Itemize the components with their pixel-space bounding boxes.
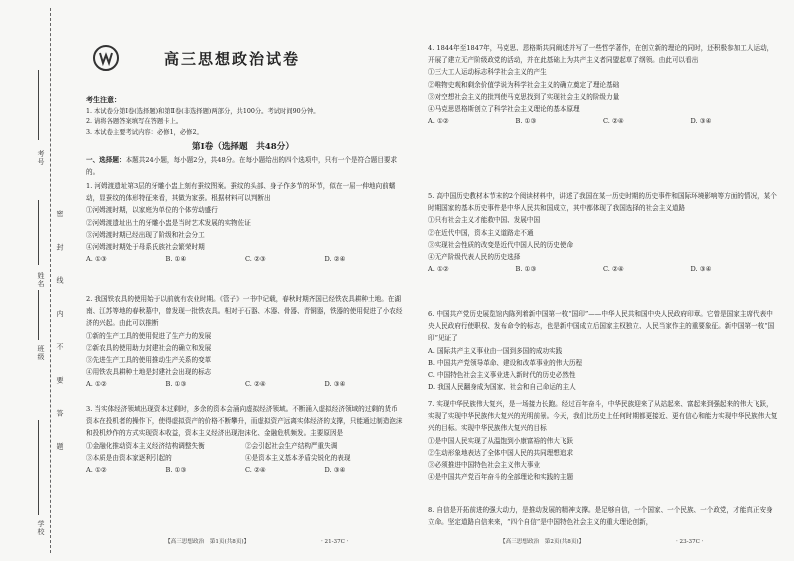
statement-option: ④用铁农具耕种土地是封建社会出现的标志: [86, 368, 212, 377]
intro-text: 本题共24小题，每小题2分，共48分。在每小题给出的四个选项中，只有一个是符合题目要求的。: [86, 156, 398, 176]
question-stem: 3. 当实体经济领域出现资本过剩时，多余的资本会涌向虚拟经济领域。不断涌入虚拟经济领域的过剩的货币资本在投机者的操作下，使得虚拟资产的价格不断攀升，而虚拟资产远离实体经济的支撑，只能通过制造泡沫和投机炒作的方式实现资本收益，资本主义经济出现泡沫化、金融危机频发。主要原因是: [86, 405, 403, 438]
notice-heading: 考生注意：: [86, 95, 121, 104]
choice-b[interactable]: B. ①③: [515, 117, 537, 126]
footer-page-label: 【高三思想政治 第2页(共8页)】: [500, 539, 585, 545]
choice-b[interactable]: B. ①③: [165, 466, 187, 475]
question-8: [428, 504, 778, 532]
answer-choices: [86, 464, 404, 476]
choice-b[interactable]: B. 中国共产党领导革命、建设和改革事业的伟大历程: [428, 358, 583, 367]
choice-a[interactable]: A. ①②: [428, 265, 449, 274]
footer-code: · 23-37C ·: [675, 539, 704, 545]
choice-d[interactable]: D. ③④: [690, 265, 712, 274]
question-stem: 1. 河姆渡遗址第3层的牙雕小盅上刻有蚕纹图案。蚕纹的头部、身子作多节的环节，似在一屈一伸地向前蠕动，显蚕纹的体形特征来看，其做为家蚕。根据材料可以判断出: [86, 182, 396, 203]
choice-d[interactable]: D. 我国人民翻身成为国家、社会和自己命运的主人: [428, 383, 576, 392]
choice-c[interactable]: C. ②④: [245, 380, 266, 389]
question-3: [86, 403, 404, 476]
statement-option: ③对空想社会主义的批判使马克思找到了实现社会主义的阶级力量: [428, 92, 620, 101]
statement-option: ④无产阶级代表人民的历史选择: [428, 253, 521, 262]
question-5: [428, 190, 778, 275]
question-7: [428, 398, 778, 483]
statement-option: ④是资本主义基本矛盾尖锐化的表现: [245, 453, 351, 462]
question-stem: 8. 自信是开拓前进的强大动力，是推动发展的精神支撑。是足够自信，一个国家、一个民族、一个政党，才能真正安身立命。坚定道路自信来来，“四个自信”是中国特色社会主义的重大理论创新，: [428, 506, 773, 527]
statement-option: ②会引起社会生产结构严重失调: [245, 441, 338, 450]
choice-a[interactable]: A. ①③: [86, 255, 107, 264]
choice-d[interactable]: D. ③④: [324, 380, 346, 389]
statement-option: ①三大工人运动标志科学社会主义的产生: [428, 68, 547, 77]
section-title: 第Ⅰ卷（选择题 共48分）: [192, 142, 294, 152]
statement-option: ①河姆渡时期，以家庭为单位的个体劳动盛行: [86, 206, 218, 215]
notice-item: 2. 请将各题答案填写在答题卡上。: [86, 118, 183, 125]
question-stem: 7. 实现中华民族伟大复兴，是一场接力长跑。经过百年奋斗，中华民族迎来了从站起来、富起来到强起来的伟大飞跃，实现了实现中华民族伟大复兴的光明前景。今天，我们比历史上任何时期都更接近、更有信心和能力实现中华民族伟大复兴的目标。实现中华民族伟大复兴的目标: [428, 400, 778, 433]
statement-grid: [86, 440, 404, 464]
choice-c[interactable]: C. ②④: [603, 117, 624, 126]
page-title: 高三思想政治试卷: [164, 50, 301, 68]
choice-b[interactable]: B. ①④: [165, 255, 187, 264]
question-stem: 6. 中国共产党历史展览馆内陈列着新中国第一枚“国印”——中华人民共和国中央人民政府印章。它曾是国家主席代表中央人民政府行使职权、发布命令的标志，也是新中国成立后国家主权独立、人民当家作主的重要象征。新中国第一枚“国印”见证了: [428, 310, 775, 343]
footer-code: · 21-37C ·: [320, 539, 349, 545]
statement-option: ③河姆渡时期已经出现了阶级和社会分工: [86, 230, 205, 239]
question-stem: 4. 1844年至1847年，马克思、恩格斯共同阐述并写了一些哲学著作，在创立新的理论的同时，还积极参加工人运动，开展了建立无产阶级政党的活动，并在此基础上为共产主义者同盟起草了纲领。由此可以看出: [428, 44, 774, 65]
statement-option: ③必须推进中国特色社会主义伟大事业: [428, 461, 541, 470]
statement-option: ④是中国共产党百年奋斗的全部理论和实践的主题: [428, 473, 574, 482]
question-stem: 5. 高中国历史教材本节末的2个阅读材料中，讲述了我国在某一历史时期的历史事件和国际环境影响等方面的情况，某个时期国家的基本历史事件是中华人民共和国成立，其中都体现了我国选择的社会主义道路: [428, 192, 777, 213]
statement-option: ①金融化推动资本主义经济结构调整失衡: [86, 441, 205, 450]
question-4: [428, 42, 778, 127]
binding-dashed-line: [50, 8, 51, 553]
question-2: [86, 293, 404, 391]
choice-d[interactable]: D. ②④: [324, 255, 346, 264]
answer-choices: [428, 263, 778, 275]
school-line: [38, 420, 39, 515]
page-footer-left: [165, 537, 349, 545]
name-line: [38, 200, 39, 265]
exam-no-label: 考号: [37, 150, 45, 166]
choice-c[interactable]: C. 中国特色社会主义事业进入新时代的历史必然性: [428, 371, 576, 380]
statement-option: ①只有社会主义才能救中国、发展中国: [428, 216, 541, 225]
choice-a[interactable]: A. 国际共产主义事业由一国到多国的成功实践: [428, 346, 563, 355]
statement-option: ③本质是由资本家逐利引起的: [86, 453, 172, 462]
notice-item: 3. 本试卷主要考试内容：必修1，必修2。: [86, 128, 203, 136]
choice-b[interactable]: B. ①③: [165, 380, 187, 389]
answer-choices: [86, 253, 404, 265]
binding-margin: [0, 0, 62, 561]
statement-option: ④河姆渡时期处于母系氏族社会繁荣时期: [86, 243, 205, 252]
choice-c[interactable]: C. ②④: [245, 466, 266, 475]
statement-option: ①是中国人民实现了从温饱到小康富裕的伟大飞跃: [428, 436, 574, 445]
choice-a[interactable]: A. ①②: [428, 117, 449, 126]
statement-option: ①新的生产工具的使用促进了生产力的发展: [86, 331, 212, 340]
footer-page-label: 【高三思想政治 第1页(共8页)】: [165, 539, 250, 545]
intro-label: 一、选择题：: [86, 156, 126, 164]
choice-d[interactable]: D. ③④: [324, 466, 346, 475]
question-1: [86, 180, 404, 265]
exam-no-line: [38, 70, 39, 140]
statement-option: ②新农具的使用助力封建社会的确立和发展: [86, 343, 212, 352]
choice-a[interactable]: A. ①②: [86, 380, 107, 389]
statement-option: ②河姆渡遗址出土的牙雕小盅是当时艺术发展的实物佐证: [86, 218, 251, 227]
page-footer-right: [500, 537, 704, 545]
choice-c[interactable]: C. ②④: [603, 265, 624, 274]
choice-a[interactable]: A. ①②: [86, 466, 107, 475]
school-label: 学校: [37, 520, 45, 536]
answer-choices: [428, 115, 778, 127]
exam-logo-icon: [92, 44, 120, 72]
statement-option: ②在近代中国，资本主义道路走不通: [428, 228, 534, 237]
statement-option: ④马克思恩格斯创立了科学社会主义理论的基本原理: [428, 105, 580, 114]
statement-option: ③实现社会性质的改变是近代中国人民的历史使命: [428, 240, 574, 249]
choice-c[interactable]: C. ②③: [245, 255, 266, 264]
statement-option: ②唯物史观和剩余价值学说为科学社会主义的确立奠定了理论基础: [428, 80, 620, 89]
choice-b[interactable]: B. ①③: [515, 265, 537, 274]
answer-choices: [86, 378, 404, 390]
choice-d[interactable]: D. ③④: [690, 117, 712, 126]
name-label: 姓名: [37, 272, 45, 288]
question-6: [428, 308, 778, 393]
exam-notice: [86, 95, 404, 138]
class-line: [38, 290, 39, 340]
question-stem: 2. 我国铁农具的使用始于以前就有农业时期。《管子》一书中记载，春秋时期齐国已经铁农具耕种土地。在湖南、江苏等地的春秋墓中，曾发现一批铁农具。相对于石器、木器、骨器、青铜器，铁器的使用促进了小农经济的兴起。由此可以推断: [86, 295, 403, 328]
statement-option: ②生动形象地表达了全体中国人民的共同理想追求: [428, 448, 574, 457]
section-intro: [86, 154, 404, 178]
seal-text: 密 封 线 内 不 要 答 题: [56, 210, 64, 462]
notice-item: 1. 本试卷分第Ⅰ卷(选择题)和第Ⅱ卷(非选择题)两部分，共100分。考试时间90分钟。: [86, 107, 320, 115]
statement-option: ③先进生产工具的使用推动生产关系的变革: [86, 356, 212, 365]
class-label: 班级: [37, 345, 45, 361]
